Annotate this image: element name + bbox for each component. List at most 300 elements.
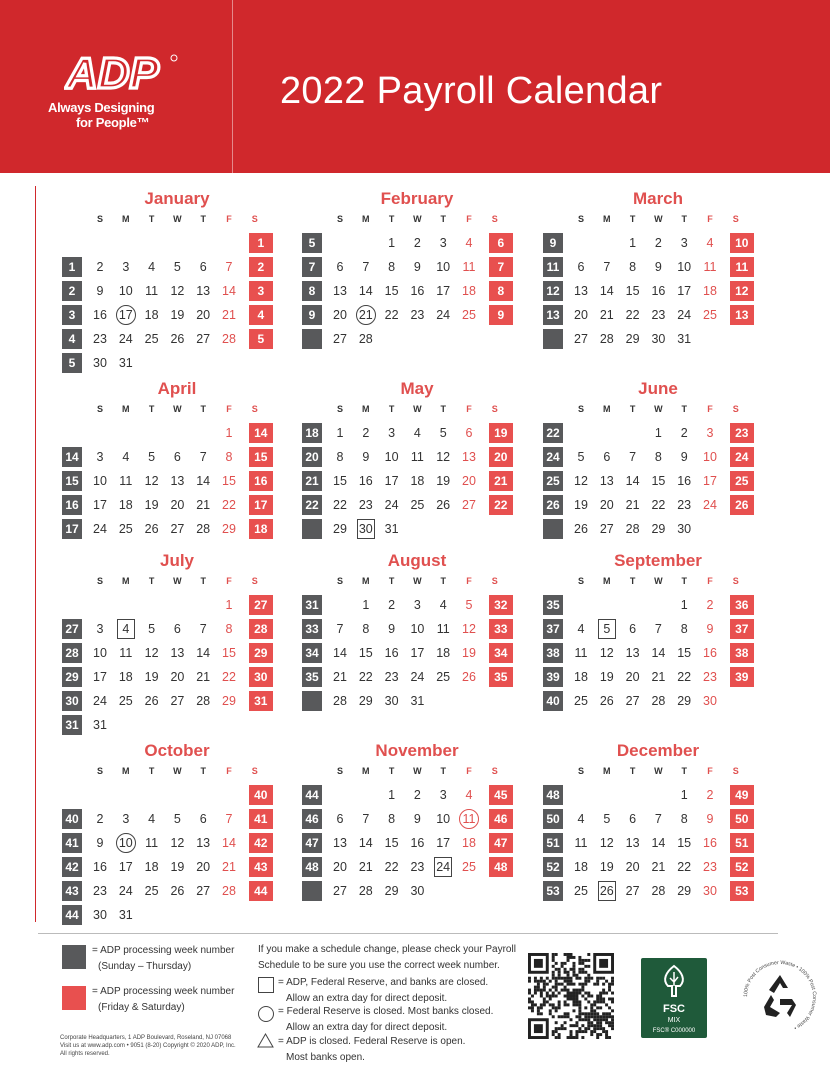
week-number-gray: 31 [302,595,322,615]
calendar-day: 23 [703,860,717,874]
week-number-red: 7 [489,257,513,277]
calendar-day: 20 [333,308,347,322]
calendar-day: 15 [384,284,399,298]
calendar-day: 31 [410,694,425,708]
calendar-day: 21 [196,498,211,512]
day-header: S [732,576,739,586]
calendar-day: 28 [333,694,347,708]
calendar-day: 24 [410,670,425,684]
week-number-gray: 47 [302,833,322,853]
calendar-day: 21 [333,670,347,684]
calendar-day: 29 [222,694,236,708]
calendar-day: 21 [651,670,666,684]
calendar-day: 18 [703,284,717,298]
calendar-day: 25 [144,332,159,346]
calendar-day: 4 [577,622,585,636]
calendar-day: 5 [173,260,181,274]
calendar-day: 13 [625,836,640,850]
week-number-red: 47 [489,833,513,853]
calendar-day: 26 [436,498,451,512]
day-header: M [122,766,130,776]
week-number-red: 46 [489,809,513,829]
week-number-gray: 34 [302,643,322,663]
calendar-day: 16 [703,646,717,660]
legend-divider [38,933,778,934]
calendar-day: 9 [413,812,421,826]
week-number-red: 35 [489,667,513,687]
calendar-day: 25 [574,884,588,898]
day-header: T [388,576,395,586]
fsc-logo [641,958,707,1038]
calendar-day: 11 [574,836,588,850]
calendar-day: 20 [574,308,588,322]
week-number-gray: 37 [543,619,563,639]
calendar-day: 14 [196,646,211,660]
week-number-gray: 41 [62,833,82,853]
calendar-day: 20 [462,474,476,488]
calendar-day: 23 [410,860,425,874]
adp-logo-mark [64,46,184,96]
day-header: T [440,576,446,586]
week-number-red: 6 [489,233,513,253]
calendar-day: 26 [170,884,185,898]
calendar-day: 11 [459,810,479,828]
day-header: F [226,576,232,586]
day-header: T [681,214,687,224]
calendar-day: 12 [170,836,185,850]
calendar-day: 15 [222,646,236,660]
day-header: F [466,404,472,414]
calendar-day: 20 [196,308,211,322]
week-number-red: 30 [249,667,273,687]
calendar-day: 16 [651,284,666,298]
week-number-red: 21 [489,471,513,491]
day-header: S [491,214,498,224]
calendar-day: 15 [677,836,692,850]
calendar-day: 17 [118,860,133,874]
calendar-day: 1 [629,236,637,250]
week-number-red: 19 [489,423,513,443]
day-header: T [200,766,206,776]
calendar-day: 27 [333,332,347,346]
calendar-day: 26 [599,694,614,708]
day-header: F [466,576,472,586]
calendar-day: 28 [625,522,640,536]
week-number-gray: 51 [543,833,563,853]
week-number-gray: 20 [302,447,322,467]
week-number-gray: 1 [62,257,82,277]
week-number-gray: 40 [62,809,82,829]
calendar-day: 9 [654,260,662,274]
calendar-day: 22 [333,498,347,512]
calendar-day: 17 [116,306,136,324]
calendar-day: 29 [651,522,666,536]
calendar-day: 28 [358,884,373,898]
calendar-day: 3 [706,426,714,440]
week-number-red: 3 [249,281,273,301]
calendar-day: 30 [703,884,717,898]
calendar-day: 16 [410,836,425,850]
day-header: M [603,404,611,414]
week-number-gray [302,329,322,349]
week-number-gray: 44 [62,905,82,925]
calendar-day: 1 [680,598,688,612]
fsc-mix: MIX [667,1017,681,1024]
calendar-day: 5 [577,450,585,464]
calendar-day: 12 [462,622,476,636]
day-header: M [362,404,370,414]
calendar-day: 11 [410,450,424,464]
calendar-day: 6 [199,260,207,274]
calendar-day: 10 [410,622,425,636]
day-header: T [629,404,636,414]
day-header: T [440,766,446,776]
calendar-day: 14 [625,474,640,488]
qr-code[interactable] [528,953,614,1039]
week-number-gray: 9 [302,305,322,325]
calendar-day: 8 [680,812,688,826]
calendar-day: 21 [356,306,376,324]
day-header: T [200,214,206,224]
month-name: July [159,551,195,570]
calendar-day: 17 [384,474,399,488]
calendar-day: 15 [384,836,399,850]
calendar-day: 9 [388,622,396,636]
calendar-day: 2 [413,236,421,250]
week-number-red: 1 [249,233,273,253]
calendar-day: 5 [603,812,611,826]
calendar-day: 3 [413,598,421,612]
calendar-day: 31 [93,718,107,732]
day-header: W [173,766,182,776]
calendar-day: 18 [574,860,588,874]
calendar-day: 13 [599,474,614,488]
week-number-gray: 22 [302,495,322,515]
calendar-day: 11 [703,260,717,274]
page-title: 2022 Payroll Calendar [280,70,663,112]
calendar-day: 12 [436,450,451,464]
calendar-day: 28 [651,694,666,708]
calendar-day: 2 [413,788,421,802]
recycle-icon [738,955,822,1039]
calendar-day: 16 [677,474,692,488]
calendar-day: 3 [96,450,104,464]
week-number-gray: 9 [543,233,563,253]
calendar-day: 4 [116,620,136,638]
calendar-day: 10 [93,474,107,488]
calendar-day: 12 [144,646,159,660]
calendar-day: 8 [362,622,370,636]
week-number-red: 51 [730,833,754,853]
week-number-gray: 24 [543,447,563,467]
day-header: S [251,404,258,414]
week-number-gray: 21 [302,471,322,491]
calendar-day: 18 [462,836,476,850]
calendar-day: 7 [225,260,233,274]
svg-text:100% Post Consumer Waste • 100 [743,960,817,1031]
calendar-day: 4 [148,812,156,826]
day-header: M [362,766,370,776]
day-header: M [122,576,130,586]
day-header: W [413,576,422,586]
day-header: M [362,576,370,586]
week-number-gray: 5 [302,233,322,253]
calendar-day: 28 [358,332,373,346]
day-header: S [336,214,343,224]
week-number-gray: 14 [62,447,82,467]
calendar-day: 22 [222,670,236,684]
calendar-day: 22 [222,498,236,512]
calendar-day: 2 [680,426,688,440]
calendar-day: 21 [599,308,614,322]
week-number-gray [302,519,322,539]
calendar-day: 12 [599,836,614,850]
calendar-day: 18 [410,474,425,488]
week-number-gray: 27 [62,619,82,639]
calendar-day: 25 [436,670,451,684]
day-header: T [388,404,395,414]
week-number-red: 16 [249,471,273,491]
calendar-day: 19 [170,860,185,874]
calendar-day: 14 [358,836,373,850]
day-header: T [200,576,206,586]
calendar-day: 6 [577,260,585,274]
week-number-red: 33 [489,619,513,639]
calendar-day: 14 [599,284,614,298]
calendar-day: 6 [199,812,207,826]
day-header: T [440,404,446,414]
calendar-day: 24 [433,858,453,876]
day-header: W [654,404,663,414]
month-name: February [380,189,454,208]
calendar-day: 19 [170,308,185,322]
week-number-gray: 46 [302,809,322,829]
calendar-day: 11 [119,474,133,488]
calendar-day: 6 [336,812,344,826]
day-header: M [603,576,611,586]
week-number-gray: 22 [543,423,563,443]
calendar-day: 12 [574,474,588,488]
day-header: F [707,214,713,224]
week-number-red: 8 [489,281,513,301]
week-number-red: 15 [249,447,273,467]
calendar-day: 30 [93,908,107,922]
gray-week-swatch [62,945,86,969]
week-number-gray: 35 [302,667,322,687]
month-name: November [375,741,459,760]
calendar-day: 21 [651,860,666,874]
calendar-day: 9 [96,836,104,850]
day-header: S [577,576,584,586]
calendar-day: 15 [358,646,373,660]
calendar-day: 5 [173,812,181,826]
calendar-day: 13 [333,284,347,298]
calendar-day: 6 [629,622,637,636]
calendar-day: 21 [222,860,236,874]
week-number-red: 31 [249,691,273,711]
calendar-day: 10 [436,260,451,274]
calendar-day: 2 [96,812,104,826]
calendar-day: 28 [196,694,211,708]
calendar-day: 10 [436,812,451,826]
calendar-day: 27 [625,694,640,708]
calendar-day: 3 [439,236,447,250]
calendar-day: 29 [358,694,373,708]
calendar-day: 9 [362,450,370,464]
calendar-day: 10 [116,834,136,852]
month-name: December [616,741,700,760]
calendar-day: 22 [677,860,692,874]
calendar-day: 29 [677,694,692,708]
schedule-note: If you make a schedule change, please check your Payroll Schedule to be sure you use the correct week number. [258,944,516,971]
calendar-day: 4 [465,236,473,250]
adp-tagline [48,100,154,130]
week-number-gray: 16 [62,495,82,515]
calendar-day: 10 [384,450,399,464]
calendar-day: 1 [680,788,688,802]
triangle-legend: = ADP is closed. Federal Reserve is open. Most banks open. [278,1036,466,1063]
calendar-day: 6 [173,622,181,636]
calendar-day: 18 [118,670,133,684]
calendar-day: 5 [148,450,156,464]
calendar-day: 8 [388,812,396,826]
calendar-day: 25 [410,498,425,512]
week-number-red: 18 [249,519,273,539]
calendar-day: 30 [651,332,666,346]
day-header: T [440,214,446,224]
calendar-day: 16 [410,284,425,298]
day-header: S [732,766,739,776]
calendar-day: 11 [145,836,159,850]
calendar-day: 25 [574,694,588,708]
month-name: June [638,379,678,398]
calendar-day: 10 [118,284,133,298]
week-number-red: 14 [249,423,273,443]
calendar-day: 2 [362,426,370,440]
calendar-day: 19 [599,860,614,874]
calendar-day: 16 [358,474,373,488]
week-number-red: 13 [730,305,754,325]
week-number-gray: 26 [543,495,563,515]
calendar-day: 23 [651,308,666,322]
calendar-day: 6 [603,450,611,464]
calendar-day: 25 [144,884,159,898]
calendar-day: 29 [625,332,640,346]
calendar-day: 25 [703,308,717,322]
day-header: F [707,576,713,586]
day-header: M [362,214,370,224]
calendar-day: 23 [677,498,692,512]
calendar-day: 21 [196,670,211,684]
calendar-day: 28 [222,332,236,346]
adp-logo [46,46,196,141]
week-number-red: 50 [730,809,754,829]
day-header: S [96,766,103,776]
calendar-day: 4 [148,260,156,274]
day-header: S [96,576,103,586]
week-number-red: 40 [249,785,273,805]
day-header: T [148,404,155,414]
calendar-day: 29 [333,522,347,536]
calendar-day: 27 [333,884,347,898]
header-banner [0,0,830,173]
calendar-day: 9 [706,622,714,636]
calendar-day: 31 [677,332,692,346]
calendar-day: 7 [199,622,207,636]
calendar-day: 3 [680,236,688,250]
footer-legal: Corporate Headquarters, 1 ADP Boulevard, Roseland, NJ 07068 Visit us at www.adp.com • 9051 (8-20) Copyright © 2020 ADP, Inc. All rights reserved. [60,1035,236,1057]
calendar-day: 30 [703,694,717,708]
day-header: F [226,766,232,776]
calendar-day: 13 [196,836,211,850]
day-header: S [336,576,343,586]
week-number-gray: 3 [62,305,82,325]
calendar-day: 9 [706,812,714,826]
calendar-day: 1 [336,426,344,440]
week-number-red: 20 [489,447,513,467]
day-header: T [200,404,206,414]
day-header: T [681,766,687,776]
day-header: F [707,766,713,776]
calendar-day: 18 [574,670,588,684]
calendar-day: 20 [625,860,640,874]
calendar-day: 22 [384,860,399,874]
week-number-gray: 42 [62,857,82,877]
calendar-day: 8 [225,450,233,464]
week-number-red: 45 [489,785,513,805]
calendar-day: 16 [93,860,107,874]
calendar-day: 23 [358,498,373,512]
calendar-day: 24 [384,498,399,512]
day-header: S [96,214,103,224]
calendar-day: 20 [170,498,185,512]
calendar-day: 13 [625,646,640,660]
calendar-day: 4 [439,598,447,612]
day-header: T [681,576,687,586]
calendar-day: 18 [436,646,451,660]
day-header: T [148,766,155,776]
calendar-day: 3 [388,426,396,440]
calendar-day: 1 [388,236,396,250]
calendar-day: 23 [410,308,425,322]
calendar-day: 10 [93,646,107,660]
fsc-label: FSC [663,1003,685,1015]
calendar-day: 8 [629,260,637,274]
day-header: S [491,404,498,414]
calendar-day: 21 [625,498,640,512]
week-number-gray: 18 [302,423,322,443]
calendar-day: 11 [119,646,133,660]
calendar-day: 15 [677,646,692,660]
calendar-day: 19 [436,474,451,488]
week-number-red: 39 [730,667,754,687]
calendar-day: 29 [677,884,692,898]
calendar-day: 3 [96,622,104,636]
calendar-day: 28 [599,332,614,346]
calendar-day: 4 [413,426,421,440]
calendar-day: 26 [144,694,159,708]
calendar-day: 14 [651,836,666,850]
calendar-day: 5 [439,426,447,440]
calendar-day: 15 [651,474,666,488]
calendar-day: 1 [225,598,233,612]
calendar-day: 7 [629,450,637,464]
calendar-day: 7 [654,622,662,636]
week-number-gray: 39 [543,667,563,687]
day-header: S [491,576,498,586]
calendar-day: 9 [96,284,104,298]
calendar-day: 13 [196,284,211,298]
